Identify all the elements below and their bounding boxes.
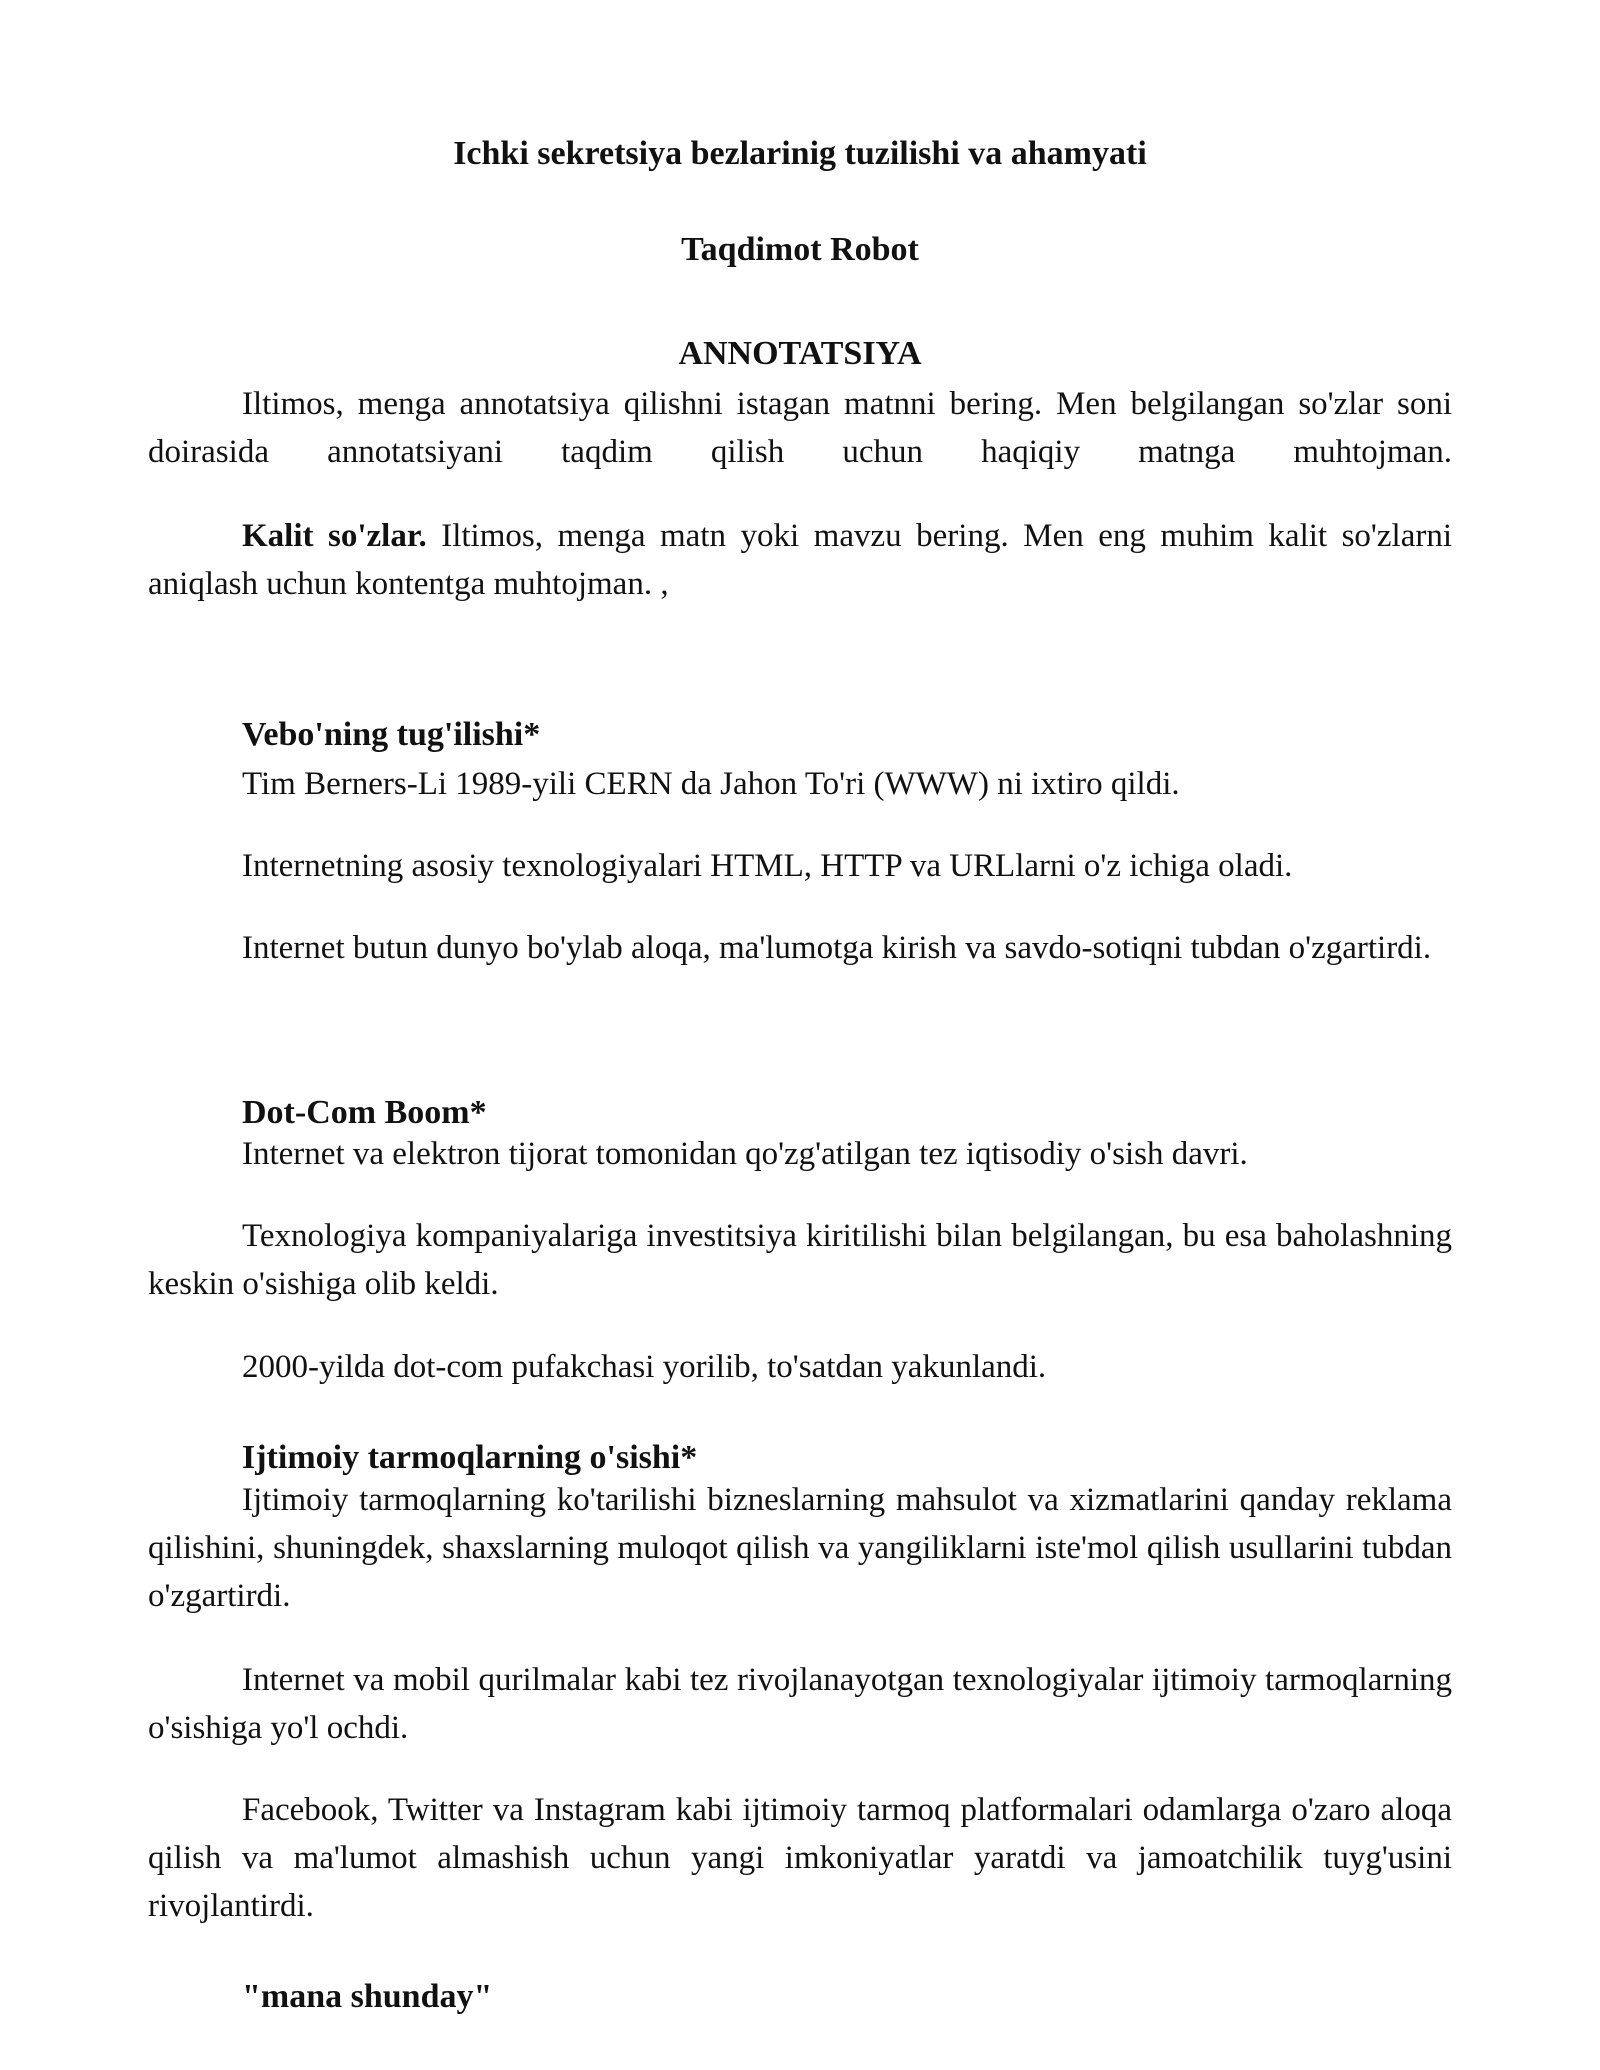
annotation-heading: ANNOTATSIYA (678, 335, 922, 372)
section-paragraph: Tim Berners-Li 1989-yili CERN da Jahon To'ri (WWW) ni ixtiro qildi. (242, 766, 1180, 802)
keywords-paragraph (148, 512, 1452, 608)
section-heading: "mana shunday" (242, 1978, 493, 2015)
document-title: Ichki sekretsiya bezlarinig tuzilishi va ahamyati (453, 135, 1147, 172)
section-paragraph: 2000-yilda dot-com pufakchasi yorilib, to'satdan yakunlandi. (242, 1349, 1047, 1385)
section-heading: Ijtimoiy tarmoqlarning o'sishi* (242, 1439, 698, 1476)
document-page (148, 0, 1452, 2070)
section-paragraph: Internet butun dunyo bo'ylab aloqa, ma'lumotga kirish va savdo-sotiqni tubdan o'zgartirdi. (242, 930, 1432, 966)
section-paragraph: Facebook, Twitter va Instagram kabi ijtimoiy tarmoq platformalari odamlarga o'zaro aloqa qilish va ma'lumot almashish uchun yangi imkoniyatlar yaratdi va jamoatchilik tuyg'usini rivojlantirdi. (148, 1792, 1452, 1924)
section-heading: Vebo'ning tug'ilishi* (242, 716, 541, 753)
keywords-text: Iltimos, menga matn yoki mavzu bering. Men eng muhim kalit so'zlarni aniqlash uchun kontentga muhtojman. , (148, 518, 1452, 602)
document-author: Taqdimot Robot (681, 231, 919, 268)
annotation-paragraph: Iltimos, menga annotatsiya qilishni istagan matnni bering. Men belgilangan so'zlar soni doirasida annotatsiyani taqdim qilish uchun haqiqiy matnga muhtojman. (148, 386, 1452, 470)
section-paragraph: Ijtimoiy tarmoqlarning ko'tarilishi bizneslarning mahsulot va xizmatlarini qanday reklama qilishini, shuningdek, shaxslarning muloqot qilish va yangiliklarni iste'mol qilish usullarini tubdan o'zgartirdi. (148, 1482, 1452, 1614)
section-paragraph: Internetning asosiy texnologiyalari HTML, HTTP va URLlarni o'z ichiga oladi. (242, 848, 1293, 884)
section-paragraph: Internet va mobil qurilmalar kabi tez rivojlanayotgan texnologiyalar ijtimoiy tarmoqlarning o'sishiga yo'l ochdi. (148, 1662, 1452, 1746)
section-paragraph: Internet va elektron tijorat tomonidan qo'zg'atilgan tez iqtisodiy o'sish davri. (242, 1136, 1248, 1172)
section-paragraph: Texnologiya kompaniyalariga investitsiya kiritilishi bilan belgilangan, bu esa baholashning keskin o'sishiga olib keldi. (148, 1218, 1452, 1302)
section-heading: Dot-Com Boom* (242, 1094, 487, 1131)
keywords-label: Kalit so'zlar. (242, 518, 427, 554)
